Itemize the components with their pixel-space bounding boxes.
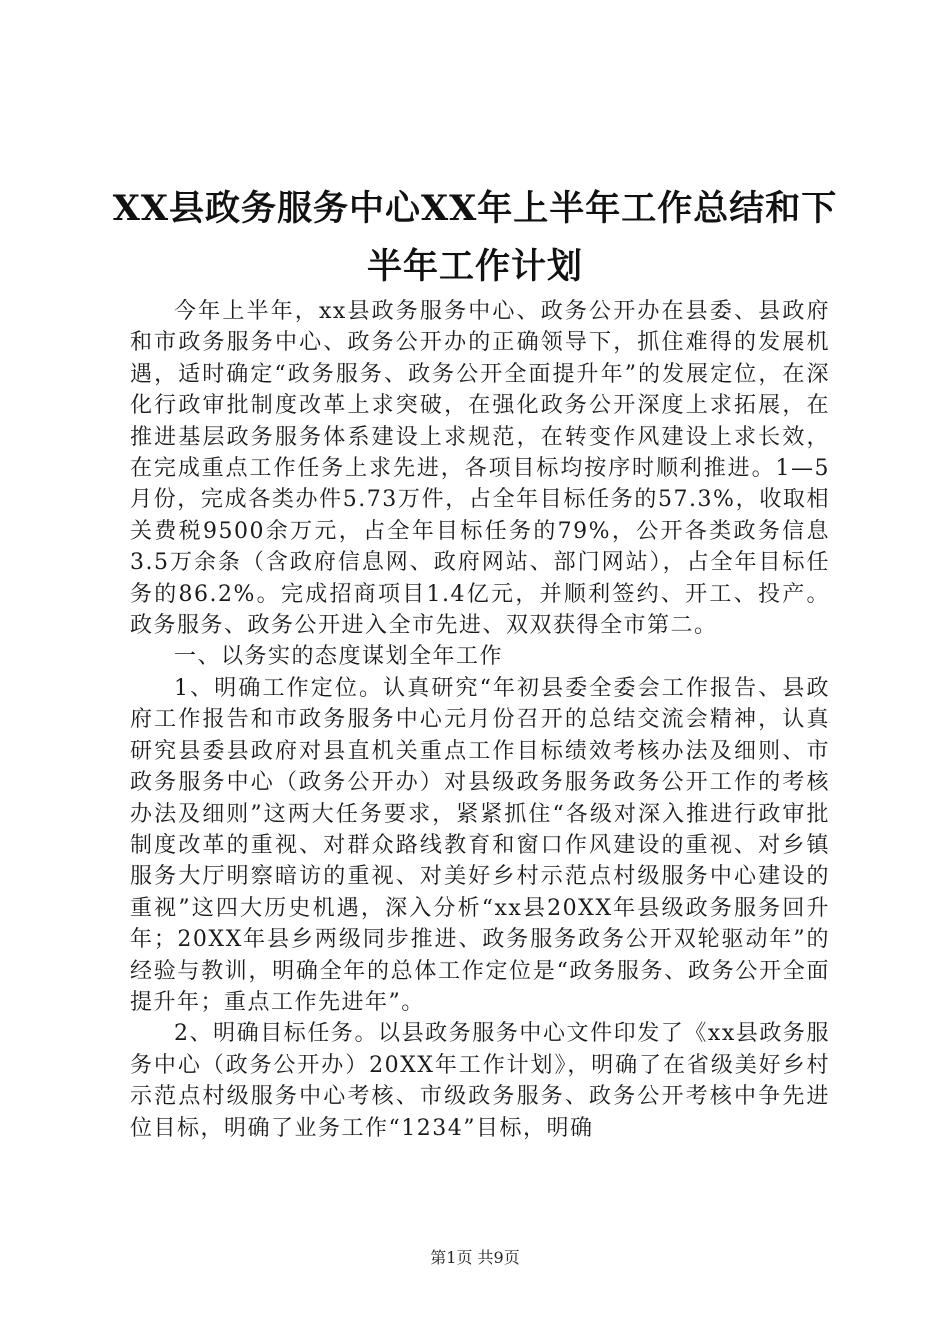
- document-body: [130, 296, 830, 1144]
- document-title: [110, 180, 840, 296]
- title-line-1: XX县政务服务中心XX年上半年工作总结和下: [112, 188, 838, 229]
- page-number: 第1页 共9页: [430, 1248, 520, 1267]
- title-line-2: 半年工作计划: [366, 246, 583, 287]
- paragraph-item-2: 2、明确目标任务。以县政务服务中心文件印发了《xx县政务服务中心（政务公开办）20XX年工作计划》，明确了在省级美好乡村示范点村级服务中心考核、市级政务服务、政务公开考核中争先进位目标，明确了业务工作“1234”目标，明确: [130, 1021, 830, 1141]
- section-heading-1: 一、以务实的态度谋划全年工作: [174, 644, 504, 670]
- paragraph-intro: 今年上半年，xx县政务服务中心、政务公开办在县委、县政府和市政务服务中心、政务公开办的正确领导下，抓住难得的发展机遇，适时确定“政务服务、政务公开全面提升年”的发展定位，在深化行政审批制度改革上求突破，在强化政务公开深度上求拓展，在推进基层政务服务体系建设上求规范，在转变作风建设上求长效，在完成重点工作任务上求先进，各项目标均按序时顺利推进。1—5月份，完成各类办件5.73万件，占全年目标任务的57.3%，收取相关费税9500余万元，占全年目标任务的79%，公开各类政务信息3.5万余条（含政府信息网、政府网站、部门网站），占全年目标任务的86.2%。完成招商项目1.4亿元，并顺利签约、开工、投产。政务服务、政务公开进入全市先进、双双获得全市第二。: [130, 299, 830, 639]
- paragraph-item-1: 1、明确工作定位。认真研究“年初县委全委会工作报告、县政府工作报告和市政务服务中心元月份召开的总结交流会精神，认真研究县委县政府对县直机关重点工作目标绩效考核办法及细则、市政务服务中心（政务公开办）对县级政务服务政务公开工作的考核办法及细则”这两大任务要求，紧紧抓住“各级对深入推进行政审批制度改革的重视、对群众路线教育和窗口作风建设的重视、对乡镇服务大厅明察暗访的重视、对美好乡村示范点村级服务中心建设的重视”这四大历史机遇，深入分析“xx县20XX年县级政务服务回升年；20XX年县乡两级同步推进、政务服务政务公开双轮驱动年”的经验与教训，明确全年的总体工作定位是“政务服务、政务公开全面提升年；重点工作先进年”。: [130, 675, 830, 1015]
